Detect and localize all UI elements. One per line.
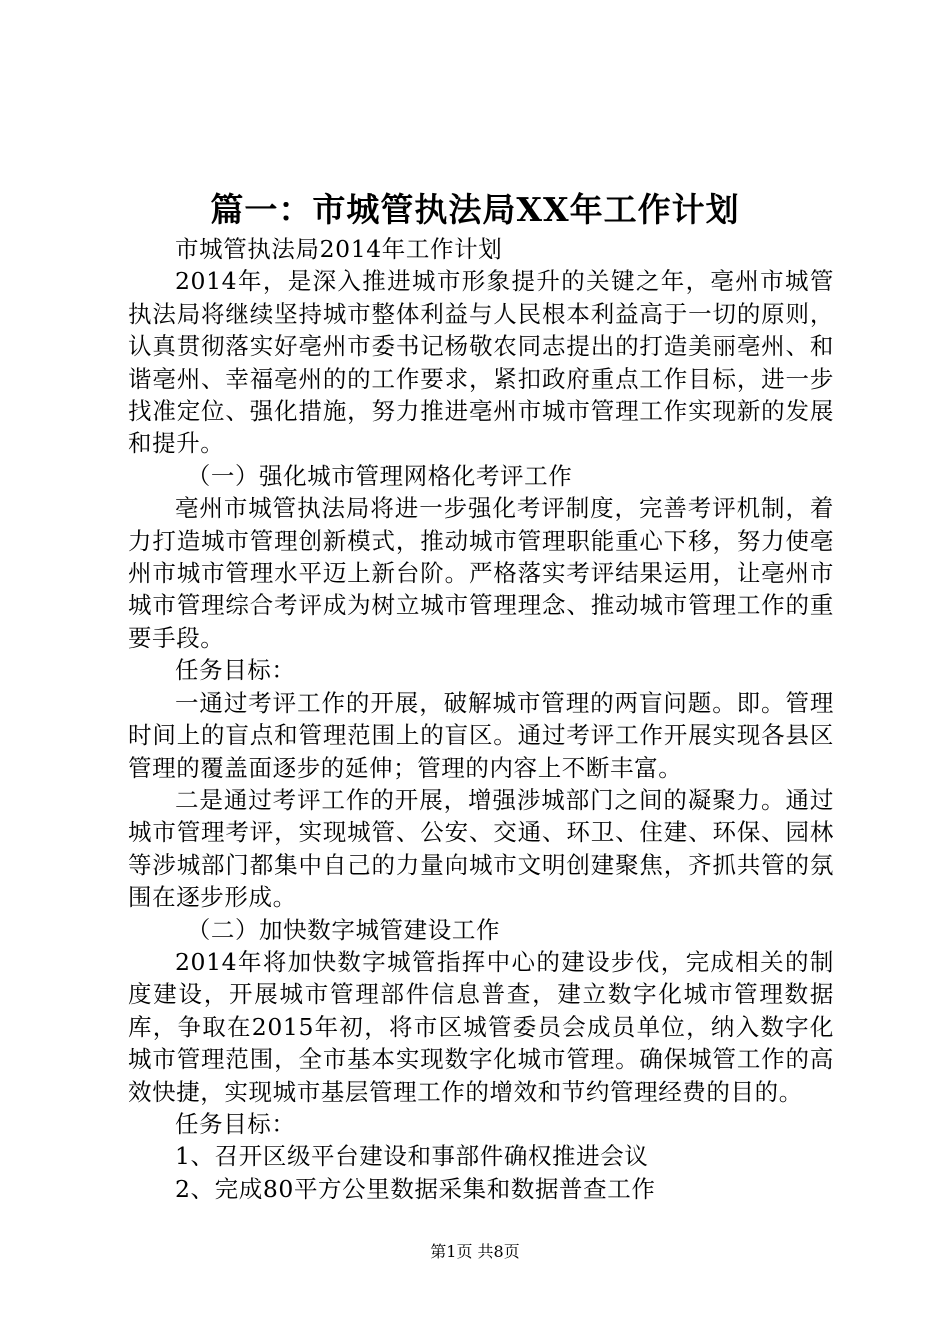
paragraph-section-2: 2014年将加快数字城管指挥中心的建设步伐，完成相关的制度建设，开展城市管理部件信息普查，建立数字化城市管理数据库，争取在2015年初，将市区城管委员会成员单位，纳入数字化城市管理范围，全市基本实现数字化城市管理。确保城管工作的高效快捷，实现城市基层管理工作的增效和节约管理经费的目的。 [128, 947, 834, 1106]
document-body [128, 233, 834, 1205]
paragraph-goal-1: 一通过考评工作的开展，破解城市管理的两盲问题。即。管理时间上的盲点和管理范围上的盲区。通过考评工作开展实现各县区管理的覆盖面逐步的延伸；管理的内容上不断丰富。 [128, 688, 834, 782]
paragraph-heading: 市城管执法局2014年工作计划 [175, 235, 503, 263]
section-heading-1: （一）强化城市管理网格化考评工作 [186, 461, 573, 490]
task-goal-label-1: 任务目标： [175, 656, 296, 685]
paragraph-goal-2: 二是通过考评工作的开展，增强涉城部门之间的凝聚力。通过城市管理考评，实现城管、公安、交通、环卫、住建、环保、园林等涉城部门都集中自己的力量向城市文明创建聚焦，齐抓共管的氛围在逐步形成。 [128, 785, 834, 912]
task-goal-label-2: 任务目标： [175, 1109, 296, 1138]
document-title: 篇一：市城管执法局XX年工作计划 [210, 190, 740, 229]
paragraph-section-1: 亳州市城管执法局将进一步强化考评制度，完善考评机制，着力打造城市管理创新模式，推动城市管理职能重心下移，努力使亳州市城市管理水平迈上新台阶。严格落实考评结果运用，让亳州市城市管理综合考评成为树立城市管理理念、推动城市管理工作的重要手段。 [128, 494, 834, 652]
list-item: 1、召开区级平台建设和事部件确权推进会议 [175, 1142, 649, 1171]
paragraph-intro: 2014年，是深入推进城市形象提升的关键之年，亳州市城管执法局将继续坚持城市整体利益与人民根本利益高于一切的原则，认真贯彻落实好亳州市委书记杨敬农同志提出的打造美丽亳州、和谐亳州、幸福亳州的的工作要求，紧扣政府重点工作目标，进一步找准定位、强化措施，努力推进亳州市城市管理工作实现新的发展和提升。 [128, 267, 834, 458]
page-number: 第1页 共8页 [430, 1242, 520, 1261]
section-heading-2: （二）加快数字城管建设工作 [186, 915, 501, 944]
list-item: 2、完成80平方公里数据采集和数据普查工作 [175, 1174, 656, 1203]
